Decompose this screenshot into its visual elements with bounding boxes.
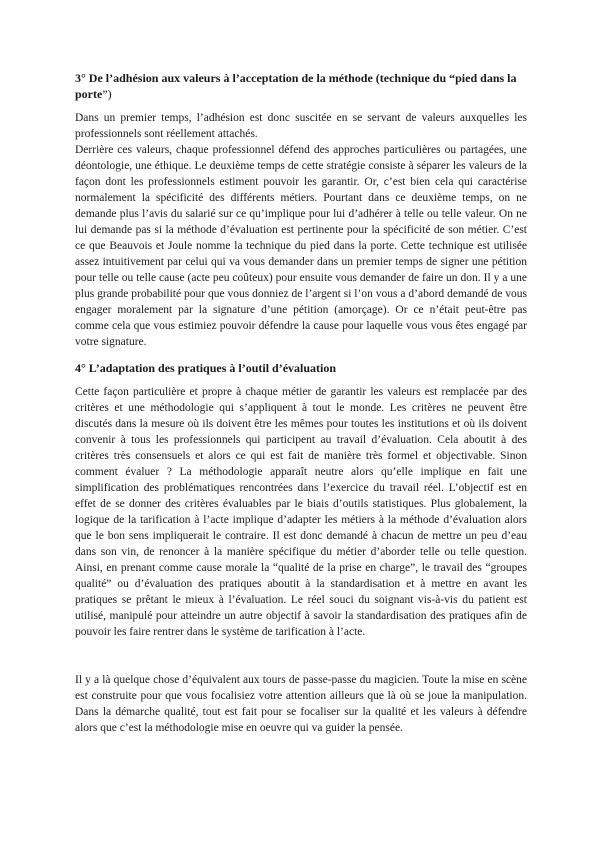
closing-paragraph: Il y a là quelque chose d’équivalent aux tours de passe-passe du magicien. Toute la mise en scène est construite pour que vous focalisiez votre attention ailleurs que là où se joue la manipulation. Dans la démarche qualité, tout est fait pour se focaliser sur la qualité et les valeurs à défendre alors que c’est la méthodologie mise en oeuvre qui va guider la pensée. bbox=[75, 674, 527, 734]
section-3-paragraph-intro: Dans un premier temps, l’adhésion est donc suscitée en se servant de valeurs auxquelles les professionnels sont réellement attachés. bbox=[75, 112, 527, 140]
section-3-paragraph-body: Derrière ces valeurs, chaque professionnel défend des approches particulières ou partagées, une déontologie, une éthique. Le deuxième temps de cette stratégie consiste à séparer les valeurs de la façon dont les professionnels estiment pouvoir les garantir. Or, c’est bien cela qui caractérise normalement la spécificité des différents métiers. Pourtant dans ce deuxième temps, on ne demande plus l’avis du salarié sur ce qu’implique pour lui d’adhérer à telle ou telle valeur. On ne lui demande pas si la méthode d’évaluation est pertinente pour la spécificité de son métier. C’est ce que Beauvois et Joule nomme la technique du pied dans la porte. Cette technique est utilisée assez intuitivement par celui qui va vous demander dans un premier temps de signer une pétition pour telle ou telle cause (acte peu coûteux) pour ensuite vous demander de faire un don. Il y a une plus grande probabilité pour que vous donniez de l’argent si l’on vous a d’abord demandé de vous engager moralement par la signature d’une pétition (amorçage). Or ce n’était peut-être pas comme cela que vous estimiez pouvoir défendre la cause pour laquelle vous vous êtes engagé par votre signature. bbox=[75, 144, 527, 348]
section-4-paragraph: Cette façon particulière et propre à chaque métier de garantir les valeurs est remplacée par des critères et une méthodologie qui s’appliquent à tout le monde. Les critères ne peuvent être discutés dans la mesure où ils doivent être les mêmes pour toutes les institutions et où ils doivent convenir à tous les professionnels qui participent au travail d’évaluation. Cela aboutit à des critères très consensuels et alors ce qui est fait de manière très formel et objectivable. Sinon comment évaluer ? La méthodologie apparaît neutre alors qu’elle implique en fait une simplification des problématiques rencontrées dans l’exercice du travail réel. L’objectif est en effet de se donner des critères évaluables par le biais d’outils statistiques. Plus globalement, la logique de la tarification à l’acte implique d’adapter les métiers à la méthode d’évaluation alors que le bon sens impliquerait le contraire. Il est donc demandé à chacun de mettre un peu d’eau dans son vin, de renoncer à la manière spécifique du métier d’aborder telle ou telle question. Ainsi, en prenant comme cause morale la “qualité de la prise en charge”, le travail des “groupes qualité” ou d’évaluation des pratiques aboutit à la standardisation et à mettre en avant les pratiques se prêtant le mieux à l’évaluation. Le réel souci du soignant vis-à-vis du patient est utilisé, manipulé pour atteindre un autre objectif à savoir la standardisation des pratiques afin de pouvoir les faire rentrer dans le système de tarification à l’acte. bbox=[75, 386, 527, 638]
document-page bbox=[75, 70, 527, 736]
section-4-heading: 4° L’adaptation des pratiques à l’outil d’évaluation bbox=[75, 361, 337, 375]
section-3-heading-text: 3° De l’adhésion aux valeurs à l’acceptation de la méthode (technique du “pied dans la porte bbox=[75, 71, 517, 101]
section-3-heading-tail: ”) bbox=[102, 87, 112, 101]
section-3-heading bbox=[75, 70, 527, 102]
